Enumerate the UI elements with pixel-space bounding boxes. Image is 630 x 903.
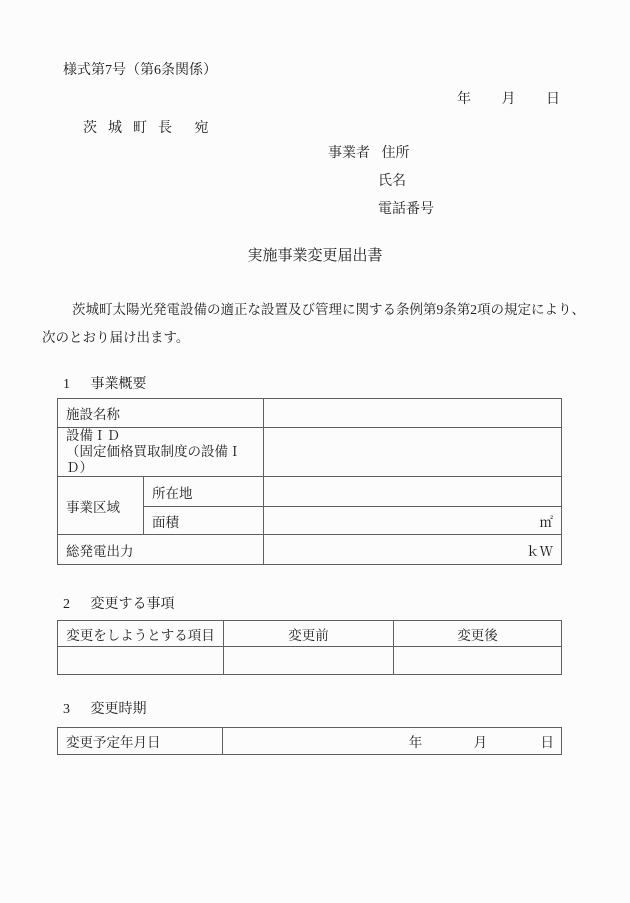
- table-header-row: [58, 621, 562, 647]
- applicant-phone-row: [328, 200, 562, 220]
- table-row: [58, 535, 562, 565]
- before-change-header-cell: 変更前: [224, 621, 394, 647]
- applicant-name-label: 氏名: [378, 174, 406, 189]
- change-item-value-cell: [58, 647, 224, 675]
- date-line: [42, 90, 562, 110]
- table-row: [58, 428, 562, 477]
- section2-number: 2: [63, 597, 70, 612]
- area-value-cell: ㎡: [264, 507, 562, 535]
- section1-number: 1: [63, 377, 70, 392]
- section2-title: 変更する事項: [90, 597, 175, 612]
- applicant-name-row: [328, 172, 562, 192]
- equipment-id-label: 設備ＩＤ: [66, 428, 120, 443]
- facility-name-value-cell: [264, 399, 562, 428]
- date-day-label: 日: [546, 92, 560, 107]
- after-change-header-cell: 変更後: [394, 621, 562, 647]
- section1-heading: [42, 375, 562, 395]
- applicant-phone-label: 電話番号: [378, 202, 434, 217]
- body-paragraph: [42, 296, 585, 352]
- date-month-label: 月: [501, 92, 516, 107]
- section1-title: 事業概要: [90, 377, 147, 392]
- change-month-label: 月: [473, 735, 488, 750]
- change-date-table: [57, 727, 562, 755]
- total-output-value-cell: ｋＷ: [264, 535, 562, 565]
- before-change-value-cell: [224, 647, 394, 675]
- applicant-block: [328, 144, 562, 220]
- equipment-id-label-cell: [58, 428, 264, 477]
- addressee-line: [83, 119, 562, 139]
- location-value-cell: [264, 477, 562, 507]
- after-change-value-cell: [394, 647, 562, 675]
- date-year-label: 年: [457, 92, 471, 107]
- section2-heading: [42, 595, 562, 615]
- change-date-value-cell: [223, 728, 562, 755]
- table-row: [58, 477, 562, 507]
- equipment-id-value-cell: [264, 428, 562, 477]
- table-row: [58, 647, 562, 675]
- change-day-label: 日: [540, 735, 554, 750]
- change-item-header-cell: 変更をしようとする項目: [58, 621, 224, 647]
- change-date-label-cell: 変更予定年月日: [58, 728, 223, 755]
- addressee-suffix: 宛: [194, 121, 209, 136]
- section3-heading: [42, 700, 562, 720]
- change-items-table: [57, 620, 562, 675]
- business-overview-table: [57, 398, 562, 565]
- applicant-address-label: 住所: [381, 146, 410, 161]
- change-year-label: 年: [408, 735, 423, 750]
- equipment-id-sublabel: （固定価格買取制度の設備ＩＤ）: [66, 444, 242, 475]
- area-label-cell: 面積: [144, 507, 264, 535]
- body-line-2: 次のとおり届け出ます。: [42, 330, 190, 345]
- table-row: [58, 399, 562, 428]
- table-row: [58, 728, 562, 755]
- applicant-label: 事業者: [328, 146, 370, 161]
- addressee-name: 茨城町長: [83, 121, 183, 136]
- facility-name-label-cell: 施設名称: [58, 399, 264, 428]
- form-number: 様式第7号（第6条関係）: [63, 63, 217, 78]
- section3-title: 変更時期: [90, 702, 147, 717]
- section3-number: 3: [63, 702, 70, 717]
- location-label-cell: 所在地: [144, 477, 264, 507]
- total-output-label-cell: 総発電出力: [58, 535, 264, 565]
- document-title: 実施事業変更届出書: [247, 248, 383, 264]
- applicant-address-row: [328, 144, 562, 164]
- business-area-label-cell: 事業区域: [58, 477, 144, 535]
- body-line-1: 茨城町太陽光発電設備の適正な設置及び管理に関する条例第9条第2項の規定により、: [72, 302, 585, 317]
